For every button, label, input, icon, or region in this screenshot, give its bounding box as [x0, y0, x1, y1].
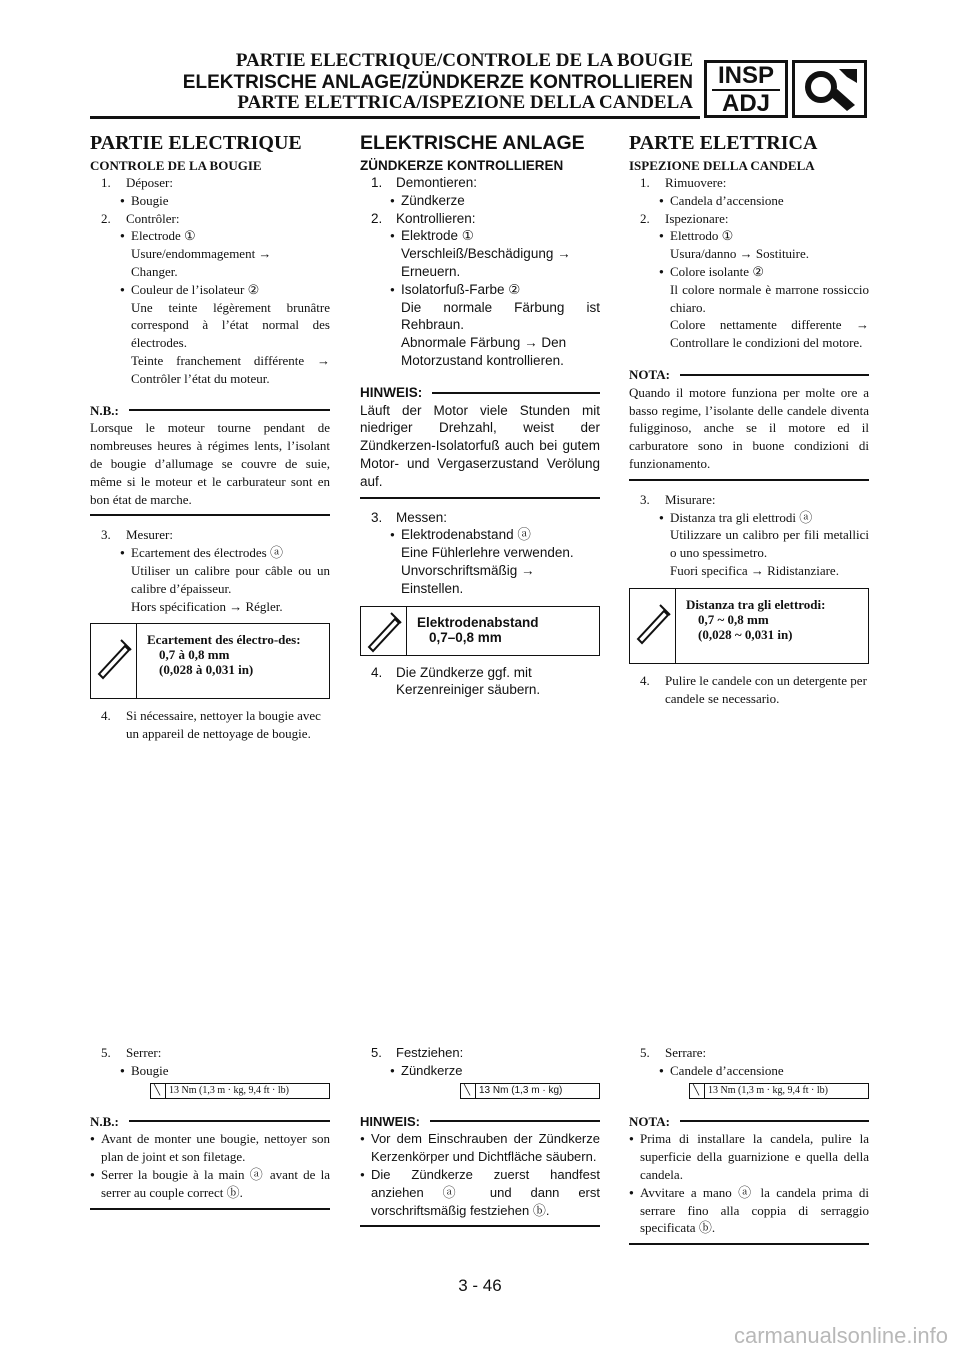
- note-label: HINWEIS:: [360, 384, 600, 402]
- header-line-fr: PARTIE ELECTRIQUE/CONTROLE DE LA BOUGIE: [235, 50, 693, 71]
- note-label: NOTA:: [629, 1113, 869, 1131]
- note-bullet: ● Vor dem Einschrauben der Zündkerze Kerzenkörper und Dichtfläche säubern.: [360, 1130, 600, 1166]
- list-text: Usure/endommagement →: [131, 246, 272, 262]
- spec-value-imperial: (0,028 à 0,031 in): [159, 662, 254, 678]
- list-text: Une teinte légèrement brunâtre correspond à l’état normal des électrodes.: [131, 299, 330, 351]
- list-item: ● Elettrodo ①: [629, 227, 869, 245]
- list-text: Erneuern.: [401, 263, 461, 279]
- section-title: PARTE ELETTRICA: [629, 132, 818, 154]
- section-subtitle: ZÜNDKERZE KONTROLLIEREN: [360, 158, 564, 173]
- note-bullet: ● Die Zündkerze zuerst handfest anziehen ⓐ und dann erst vorschriftsmäßig festziehen ⓑ.: [360, 1166, 600, 1219]
- note-text: Quando il motore funziona per molte ore a basso regime, l’isolante delle candele diventa fuligginoso, anche se il motore ed il carburatore sono in buone condizioni di funzionamento.: [629, 384, 869, 471]
- feeler-gauge-icon: [630, 589, 676, 663]
- spec-value: 0,7 à 0,8 mm: [159, 647, 230, 663]
- step-2: 2. Contrôler:: [101, 210, 180, 226]
- note-bullet: ● Serrer la bougie à la main ⓐ avant de la serrer au couple correct ⓑ.: [90, 1166, 330, 1202]
- note-label: HINWEIS:: [360, 1113, 600, 1131]
- wrench-icon: [792, 60, 867, 118]
- section-title: PARTIE ELECTRIQUE: [90, 132, 302, 154]
- torque-spec: ╲ 13 Nm (1,3 m · kg, 9,4 ft · lb): [689, 1083, 869, 1099]
- badge-top: INSP: [717, 62, 774, 89]
- header-line-de: ELEKTRISCHE ANLAGE/ZÜNDKERZE KONTROLLIEREN: [182, 72, 693, 93]
- list-text: Il colore normale è marrone rossiccio chiaro.: [670, 281, 869, 315]
- step-5-german: [360, 1044, 600, 1227]
- section-subtitle: CONTROLE DE LA BOUGIE: [90, 158, 262, 173]
- note-text: Lorsque le moteur tourne pendant de nombreuses heures à régimes lents, l’isolant de bougie d’allumage se couvre de suie, même si le moteur et le carburateur sont en bon état de marche.: [90, 420, 330, 507]
- spec-box: [629, 588, 869, 664]
- list-item: ● Candele d’accensione: [629, 1062, 869, 1080]
- list-text: Utilizzare un calibro per fili metallici o uno spessimetro.: [670, 527, 869, 561]
- step-1: 1. Demontieren:: [371, 175, 478, 190]
- insp-adj-badge: [704, 60, 788, 118]
- spec-text: [417, 615, 539, 645]
- step-5: 5. Serrare:: [640, 1045, 707, 1060]
- spec-box: [360, 606, 600, 656]
- torque-spec: ╲ 13 Nm (1,3 m · kg): [460, 1083, 600, 1099]
- spec-text: [147, 632, 301, 677]
- step-4: 4. Die Zündkerze ggf. mit Kerzenreiniger säubern.: [371, 664, 541, 698]
- list-item: ● Zündkerze: [360, 1062, 600, 1080]
- note-bullet: ● Avant de monter une bougie, nettoyer son plan de joint et son filetage.: [90, 1130, 330, 1166]
- section-title: ELEKTRISCHE ANLAGE: [360, 132, 585, 154]
- note-box: [629, 1113, 869, 1246]
- spec-label: Elektrodenabstand: [417, 614, 539, 630]
- list-text: Verschleiß/Beschädigung →: [401, 246, 571, 262]
- list-text: Changer.: [131, 263, 178, 279]
- step-1: 1. Déposer:: [101, 175, 173, 190]
- spec-label: Ecartement des électro-des:: [147, 632, 301, 648]
- note-box: [629, 366, 869, 481]
- badge-bottom: ADJ: [721, 90, 770, 117]
- list-item: ● Electrode ①: [90, 227, 330, 245]
- step-3: 3. Mesurer:: [101, 527, 173, 543]
- list-item: ● Distanza tra gli elettrodi ⓐ: [629, 509, 869, 527]
- header-line-it: PARTE ELETTRICA/ISPEZIONE DELLA CANDELA: [237, 92, 693, 113]
- torque-wrench-icon: ╲: [154, 1084, 161, 1096]
- step-3: 3. Messen:: [371, 509, 448, 525]
- note-box: [90, 1113, 330, 1210]
- step-2: 2. Kontrollieren:: [371, 210, 476, 226]
- list-item: ● Colore isolante ②: [629, 263, 869, 281]
- page-number: 3 - 46: [458, 1276, 502, 1295]
- note-box: [360, 1113, 600, 1228]
- feeler-gauge-icon: [361, 607, 407, 655]
- spec-value: 0,7 ~ 0,8 mm: [698, 611, 769, 627]
- list-item: ● Elektrodenabstand ⓐ: [360, 526, 600, 544]
- note-bullet: ● Avvitare a mano ⓐ la candela prima di serrare fino alla coppia di serraggio specificata ⓑ.: [629, 1184, 869, 1237]
- list-item: ● Candela d’accensione: [629, 192, 869, 210]
- step-5: 5. Serrer:: [101, 1045, 162, 1060]
- list-text: Unvorschriftsmäßig → Einstellen.: [401, 562, 535, 596]
- note-box: [360, 384, 600, 499]
- list-item: ● Bougie: [90, 192, 330, 210]
- note-label: N.B.:: [90, 402, 330, 420]
- list-item: ● Zündkerze: [360, 192, 600, 210]
- list-text: Die normale Färbung ist Rehbraun.: [401, 299, 600, 333]
- feeler-gauge-icon: [91, 624, 137, 698]
- spec-value-imperial: (0,028 ~ 0,031 in): [698, 626, 793, 642]
- list-item: ● Isolatorfuß-Farbe ②: [360, 281, 600, 299]
- spec-value: 0,7–0,8 mm: [429, 629, 502, 645]
- list-text: Usura/danno → Sostituire.: [670, 246, 810, 262]
- list-text: Hors spécification → Régler.: [131, 598, 283, 614]
- list-text: Fuori specifica → Ridistanziare.: [670, 562, 839, 578]
- step-5: 5. Festziehen:: [371, 1045, 464, 1060]
- step-4: 4. Pulire le candele con un detergente per candele se necessario.: [640, 672, 867, 706]
- torque-spec: ╲ 13 Nm (1,3 m · kg, 9,4 ft · lb): [150, 1083, 330, 1099]
- list-item: ● Couleur de l’isolateur ②: [90, 281, 330, 299]
- list-item: ● Elektrode ①: [360, 227, 600, 245]
- note-bullet: ● Prima di installare la candela, pulire la superficie della guarnizione e quella della candela.: [629, 1130, 869, 1183]
- spec-text: [686, 597, 825, 642]
- column-french: [90, 132, 330, 743]
- column-italian: [629, 132, 869, 707]
- step-1: 1. Rimuovere:: [640, 175, 727, 190]
- list-text: Utiliser un calibre pour câble ou un calibre d’épaisseur.: [131, 562, 330, 596]
- header-rule: [90, 116, 700, 119]
- note-text: Läuft der Motor viele Stunden mit niedriger Drehzahl, weist der Zündkerzen-Isolatorfuß auch bei gutem Motor- und Vergaserzustand Verölung auf.: [360, 402, 600, 489]
- list-text: Colore nettamente differente → Controllare le condizioni del motore.: [670, 317, 869, 351]
- list-text: Abnormale Färbung → Den Motorzustand kontrollieren.: [401, 335, 567, 368]
- list-text: Teinte franchement différente → Contrôler l’état du moteur.: [131, 352, 330, 386]
- spec-box: [90, 623, 330, 699]
- step-5-french: [90, 1044, 330, 1210]
- watermark: carmanualsonline.info: [733, 1323, 948, 1348]
- step-4: 4. Si nécessaire, nettoyer la bougie avec un appareil de nettoyage de bougie.: [101, 708, 321, 742]
- spec-label: Distanza tra gli elettrodi:: [686, 596, 826, 612]
- note-label: N.B.:: [90, 1113, 330, 1131]
- step-3: 3. Misurare:: [640, 491, 716, 507]
- list-item: ● Ecartement des électrodes ⓐ: [90, 544, 330, 562]
- step-5-italian: [629, 1044, 869, 1245]
- section-subtitle: ISPEZIONE DELLA CANDELA: [629, 158, 815, 173]
- note-label: NOTA:: [629, 366, 869, 384]
- column-german: [360, 132, 600, 699]
- torque-wrench-icon: ╲: [464, 1084, 471, 1096]
- torque-wrench-icon: ╲: [693, 1084, 700, 1096]
- note-box: [90, 402, 330, 517]
- step-2: 2. Ispezionare:: [640, 210, 729, 226]
- list-text: Eine Fühlerlehre verwenden.: [401, 545, 574, 561]
- list-item: ● Bougie: [90, 1062, 330, 1080]
